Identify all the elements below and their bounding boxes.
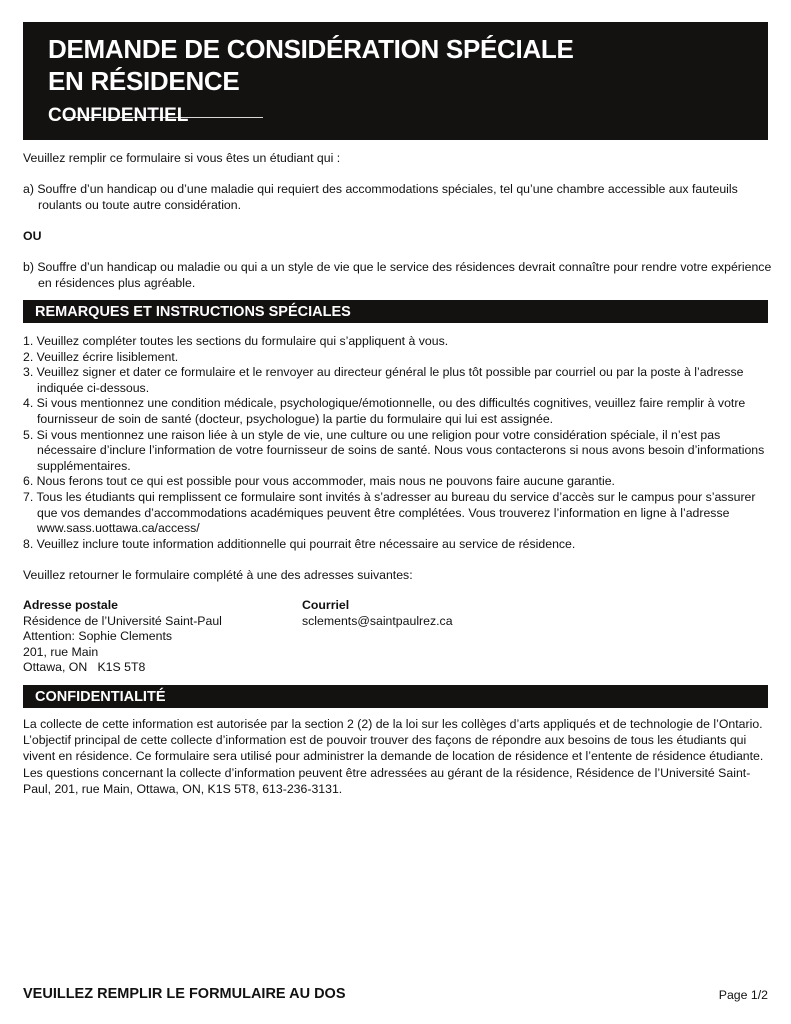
confidentiality-text: La collecte de cette information est autorisée par la section 2 (2) de la loi sur les collèges d’arts appliqués et de technologie de l’Ontario. L’objectif principal de cette collecte d’information est de pouvoir trouver des façons de répondre aux besoins de tous les étudiants qui vivent en résidence. Ce formulaire sera utilisé pour administrer la demande de location de résidence et l’entente de résidence étudiante. Les questions concernant la collecte d’information peuvent être adressées au gérant de la résidence, Résidence de l’Université Saint-Paul, 201, rue Main, Ottawa, ON, K1S 5T8, 613-236-3131. — [23, 717, 764, 796]
postal-address-line: Attention: Sophie Clements — [23, 629, 173, 644]
instruction-item: 4. Si vous mentionnez une condition médicale, psychologique/émotionnelle, ou des difficultés cognitives, veuillez faire remplir à votre fournisseur de soin de santé (docteur, psychologue) la partie du formulaire qui lui est assignée. — [23, 396, 746, 426]
instruction-item: 3. Veuillez signer et dater ce formulaire et le renvoyer au directeur général le plus tôt possible par courriel ou par la poste à l’adresse indiquée ci-dessous. — [23, 365, 744, 395]
page-title-line-2: EN RÉSIDENCE — [48, 66, 240, 96]
postal-address-line: 201, rue Main — [23, 644, 99, 659]
confidentiality-heading-band — [23, 685, 768, 708]
email-address: sclements@saintpaulrez.ca — [302, 613, 453, 628]
postal-address-block — [23, 598, 222, 676]
intro-lead: Veuillez remplir ce formulaire si vous êtes un étudiant qui : — [23, 151, 341, 165]
page-title — [48, 33, 574, 97]
email-block — [302, 598, 453, 629]
confidential-label: CONFIDENTIEL — [48, 105, 189, 126]
email-heading: Courriel — [302, 598, 350, 612]
instruction-item: 2. Veuillez écrire lisiblement. — [23, 349, 179, 364]
return-lead: Veuillez retourner le formulaire complété à une des adresses suivantes: — [23, 568, 413, 582]
instruction-item: 7. Tous les étudiants qui remplissent ce formulaire sont invités à s’adresser au bureau du service d’accès sur le campus pour s’assurer que vos demandes d’accommodations académiques peuvent être complétées. Vous trouverez l’information en ligne à l’adresse www.sass.uottawa.ca/access/ — [23, 489, 756, 536]
instruction-item: 1. Veuillez compléter toutes les sections du formulaire qui s’appliquent à vous. — [23, 334, 449, 348]
footer-note: VEUILLEZ REMPLIR LE FORMULAIRE AU DOS — [23, 986, 346, 1002]
instructions-heading: REMARQUES ET INSTRUCTIONS SPÉCIALES — [35, 304, 351, 320]
postal-address-line: Résidence de l’Université Saint-Paul — [23, 613, 222, 628]
intro-option-b: b) Souffre d’un handicap ou maladie ou qui a un style de vie que le service des résidences devrait connaître pour rendre votre expérience en résidences plus agréable. — [23, 260, 772, 290]
header-banner — [23, 22, 768, 140]
postal-address-line: Ottawa, ON K1S 5T8 — [23, 660, 146, 675]
page-number: Page 1/2 — [718, 988, 768, 1002]
postal-address-heading: Adresse postale — [23, 598, 119, 612]
confidentiality-heading: CONFIDENTIALITÉ — [35, 689, 166, 705]
instructions-list — [23, 334, 768, 552]
instruction-item: 5. Si vous mentionnez une raison liée à un style de vie, une culture ou une religion pour votre considération spéciale, il n’est pas nécessaire d’inclure l’information de votre fournisseur de soins de santé. Nous vous contacterons si nous avons besoin d’informations supplémentaires. — [23, 427, 765, 473]
instruction-item: 6. Nous ferons tout ce qui est possible pour vous accommoder, mais nous ne pouvons faire aucune garantie. — [23, 474, 615, 489]
intro-or: OU — [23, 229, 42, 243]
intro-option-a: a) Souffre d’un handicap ou d’une maladie qui requiert des accommodations spéciales, tel qu’une chambre accessible aux fauteuils roulants ou toute autre considération. — [23, 182, 738, 212]
page-title-line-1: DEMANDE DE CONSIDÉRATION SPÉCIALE — [48, 34, 574, 64]
instruction-item: 8. Veuillez inclure toute information additionnelle qui pourrait être nécessaire au service de résidence. — [23, 536, 576, 551]
instructions-heading-band — [23, 300, 768, 323]
